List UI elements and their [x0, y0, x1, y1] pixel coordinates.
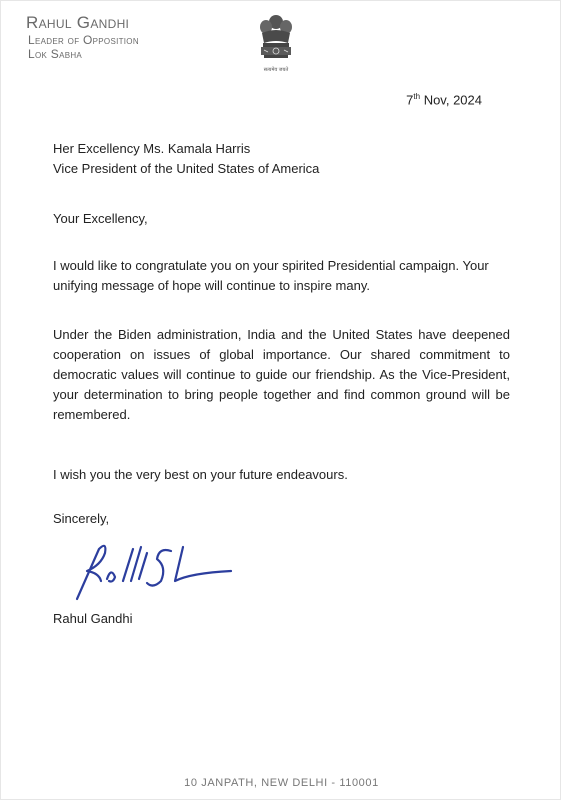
closing: Sincerely, — [53, 511, 110, 526]
emblem-motto: सत्यमेव जयते — [263, 67, 289, 73]
signer-name: Rahul Gandhi — [53, 611, 133, 626]
national-emblem-icon — [254, 13, 298, 77]
body-paragraph-3: I wish you the very best on your future endeavours. — [53, 467, 348, 482]
footer-address: 10 JANPATH, NEW DELHI - 110001 — [184, 777, 379, 789]
letterhead-house: Lok Sabha — [28, 47, 83, 61]
letter-date — [406, 92, 482, 107]
letterhead-title: Leader of Opposition — [28, 33, 139, 47]
body-paragraph-1: I would like to congratulate you on your spirited Presidential campaign. Your unifying message of hope will continue to inspire many. — [53, 258, 489, 293]
letterhead — [26, 13, 139, 61]
date-day: 7 — [406, 92, 414, 108]
date-rest: Nov, 2024 — [420, 92, 482, 108]
handwritten-signature — [71, 537, 241, 602]
body-paragraph-2: Under the Biden administration, India and the United States have deepened cooperation on issues of global importance. Our shared commitment to democratic values will continue to guide our friendship. As the Vice-President, your determination to bring people together and find common ground will be remembered. — [53, 327, 510, 422]
recipient-line-2: Vice President of the United States of America — [53, 161, 320, 176]
recipient-address — [53, 139, 510, 179]
date-suffix: th — [413, 92, 421, 101]
letterhead-name: Rahul Gandhi — [26, 13, 130, 32]
salutation: Your Excellency, — [53, 211, 148, 226]
recipient-line-1: Her Excellency Ms. Kamala Harris — [53, 141, 251, 156]
